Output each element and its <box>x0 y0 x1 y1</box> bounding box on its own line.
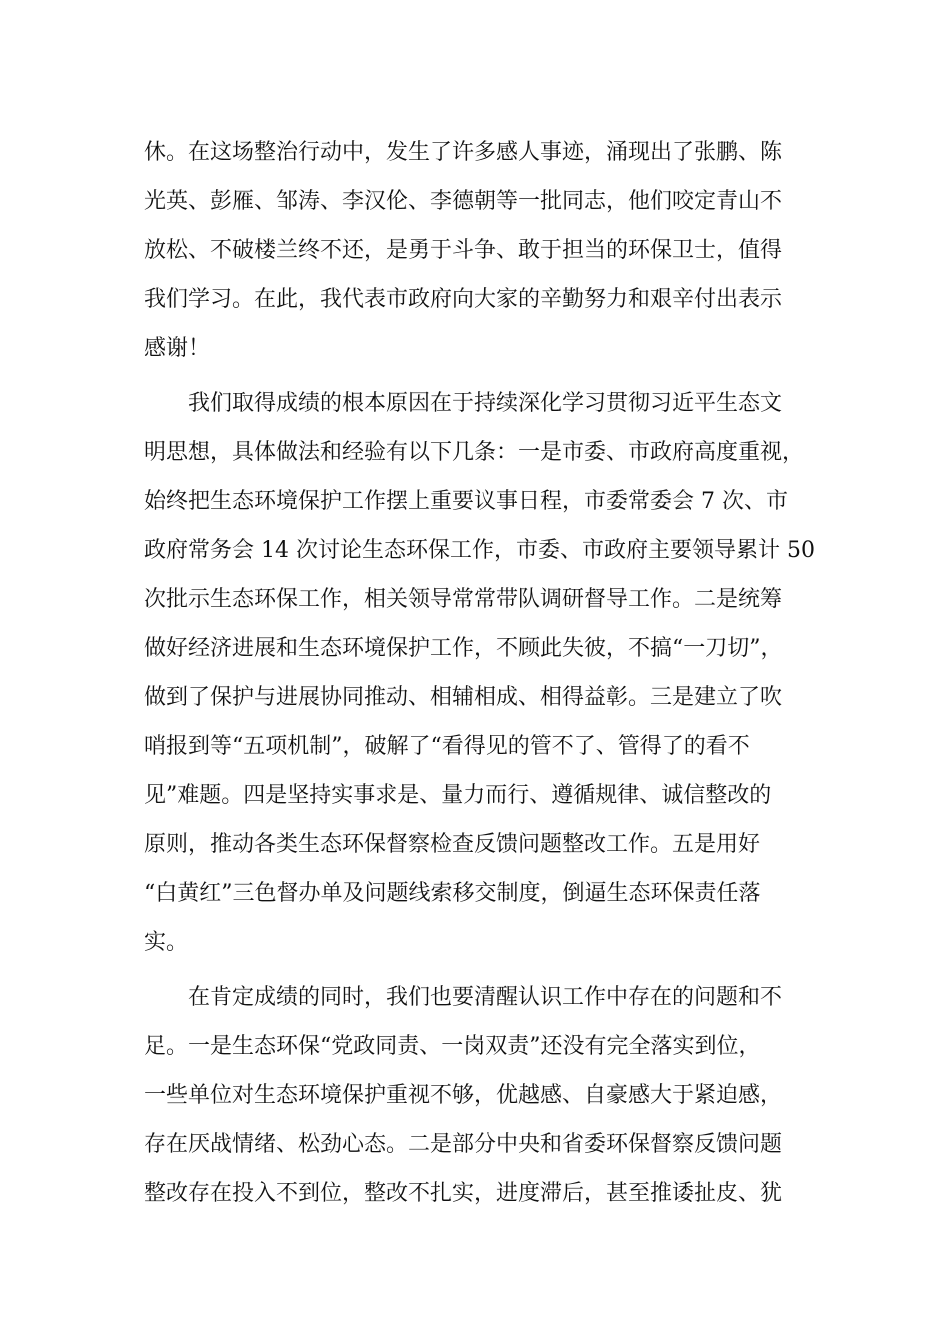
text-line: 感谢！ <box>144 336 211 361</box>
text-line: 明思想，具体做法和经验有以下几条：一是市委、市政府高度重视， <box>144 440 805 465</box>
text-line: 做好经济进展和生态环境保护工作，不顾此失彼，不搞“一刀切”， <box>144 636 783 661</box>
text-line: 我们取得成绩的根本原因在于持续深化学习贯彻习近平生态文 <box>188 391 783 416</box>
text-line: 在肯定成绩的同时，我们也要清醒认识工作中存在的问题和不 <box>188 985 783 1010</box>
document-body <box>144 128 816 1218</box>
text-line: 见”难题。四是坚持实事求是、量力而行、遵循规律、诚信整改的 <box>144 783 772 808</box>
text-line: 次批示生态环保工作，相关领导常常带队调研督导工作。二是统筹 <box>144 587 783 612</box>
text-line: 始终把生态环境保护工作摆上重要议事日程，市委常委会 7 次、市 <box>144 489 788 514</box>
paragraph <box>144 379 816 967</box>
text-line: 足。一是生态环保“党政同责、一岗双责”还没有完全落实到位， <box>144 1034 761 1059</box>
text-line: 做到了保护与进展协同推动、相辅相成、相得益彰。三是建立了吹 <box>144 685 783 710</box>
text-line: 存在厌战情绪、松劲心态。二是部分中央和省委环保督察反馈问题 <box>144 1132 783 1157</box>
paragraph <box>144 128 816 373</box>
text-line: 哨报到等“五项机制”，破解了“看得见的管不了、管得了的看不 <box>144 734 750 759</box>
paragraph <box>144 973 816 1218</box>
text-line: 休。在这场整治行动中，发生了许多感人事迹，涌现出了张鹏、陈 <box>144 140 783 165</box>
text-line: 我们学习。在此，我代表市政府向大家的辛勤努力和艰辛付出表示 <box>144 287 783 312</box>
text-line: “白黄红”三色督办单及问题线索移交制度，倒逼生态环保责任落 <box>144 881 761 906</box>
text-line: 一些单位对生态环境保护重视不够，优越感、自豪感大于紧迫感， <box>144 1083 783 1108</box>
text-line: 放松、不破楼兰终不还，是勇于斗争、敢于担当的环保卫士，值得 <box>144 238 783 263</box>
text-line: 实。 <box>144 930 189 955</box>
text-line: 原则，推动各类生态环保督察检查反馈问题整改工作。五是用好 <box>144 832 761 857</box>
text-line: 政府常务会 14 次讨论生态环保工作，市委、市政府主要领导累计 50 <box>144 538 815 563</box>
text-line: 光英、彭雁、邹涛、李汉伦、李德朝等一批同志，他们咬定青山不 <box>144 189 783 214</box>
text-line: 整改存在投入不到位，整改不扎实，进度滞后，甚至推诿扯皮、犹 <box>144 1181 783 1206</box>
